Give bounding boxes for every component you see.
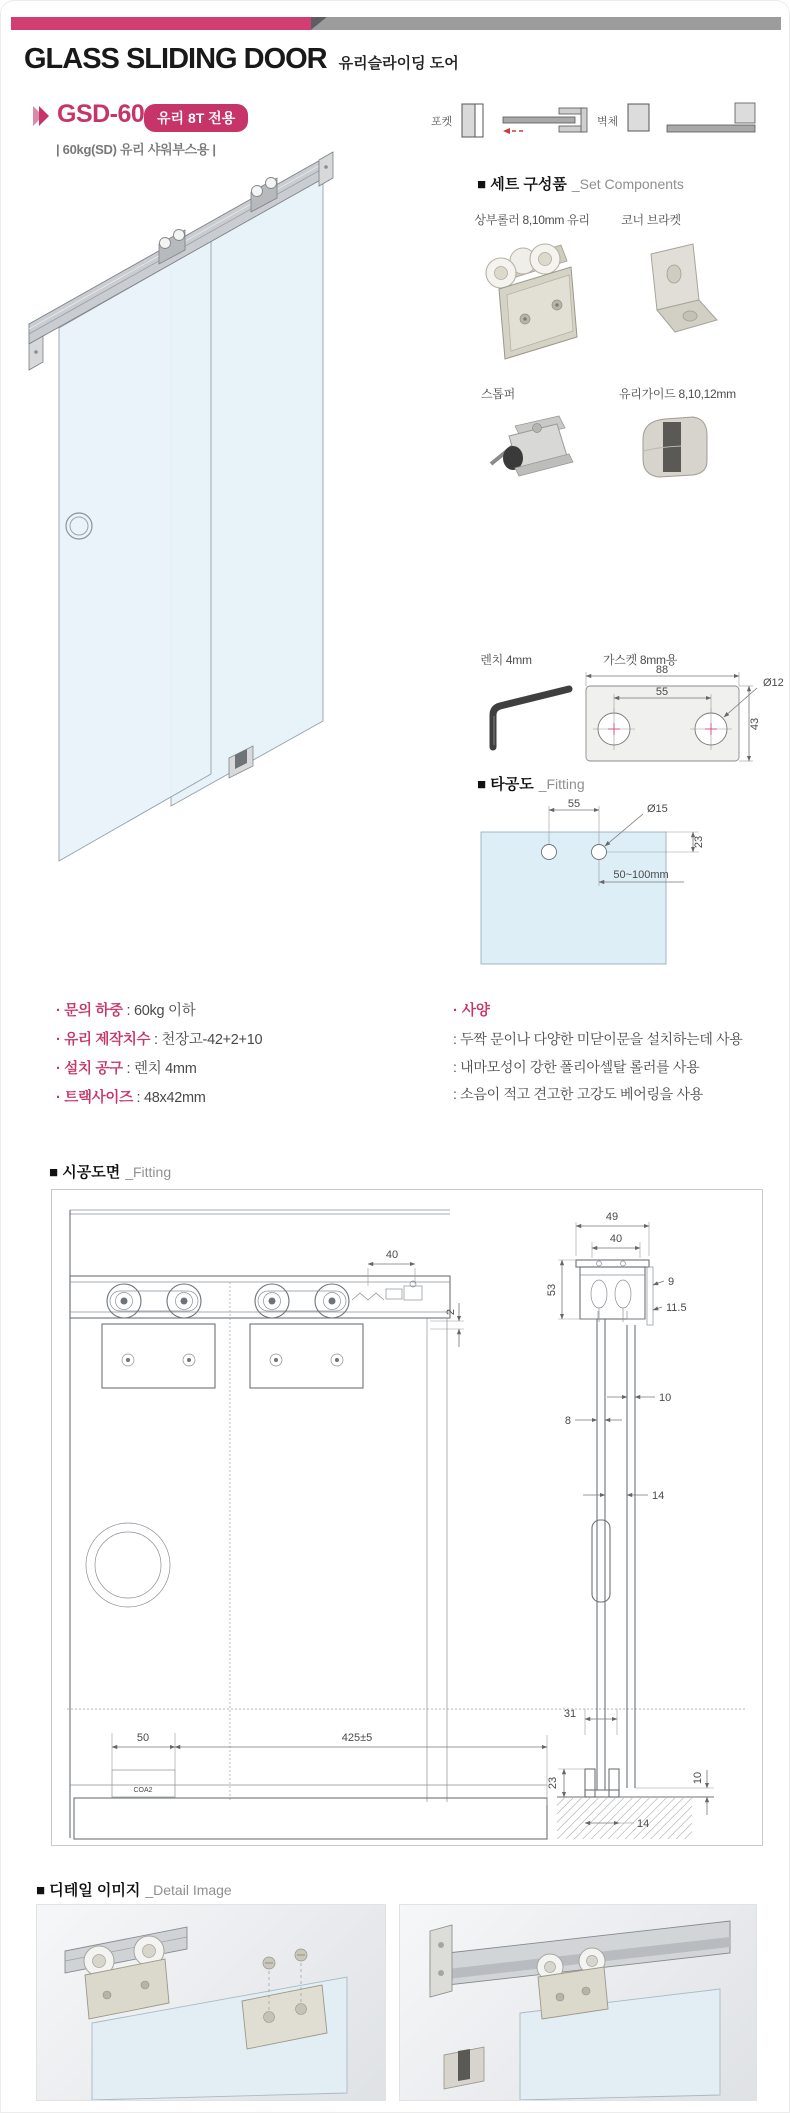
detail-image-heading-en: _Detail Image: [145, 1882, 232, 1898]
detail-render-roller-mount: [37, 1905, 385, 2100]
page-title: [24, 43, 459, 76]
spec-row: [56, 997, 262, 1026]
wall-section-icon: [627, 103, 651, 133]
gasket-dim-43: 43: [749, 717, 761, 731]
section-dim-9: 9: [668, 1276, 675, 1288]
detail-image-heading-ko: ■ 디테일 이미지: [36, 1882, 141, 1899]
stopper-label: 스톱퍼: [481, 387, 515, 401]
installation-drawing-heading-ko: ■ 시공도면: [49, 1164, 121, 1181]
floor-guide-render: [444, 2047, 484, 2089]
gasket-dim-dia: Ø12: [763, 677, 784, 689]
wall-plate-right: [319, 152, 333, 186]
section-view: [546, 1211, 714, 1839]
installation-drawing-heading: [49, 1161, 171, 1182]
section-dim-10: 10: [659, 1392, 672, 1404]
screw-dot: [34, 350, 38, 354]
front-rollers: [107, 1284, 349, 1318]
fitting-dim-55: 55: [567, 798, 581, 810]
front-stopper: [352, 1281, 422, 1300]
wall-bracket: [430, 1925, 452, 1997]
spec-value: : 렌치 4mm: [122, 1061, 197, 1077]
section-dim-10b: 10: [692, 1771, 704, 1785]
guide-label: 유리가이드 8,10,12mm: [619, 387, 736, 401]
part-label: COA2: [133, 1787, 153, 1794]
model-subtitle: | 60kg(SD) 유리 샤워부스용 |: [56, 142, 216, 157]
product-illustration: [21, 146, 351, 891]
gasket-label: 가스켓 8mm용: [603, 653, 677, 667]
fitting-drawing: [421, 794, 790, 984]
pocket-plan-icon: [501, 104, 591, 138]
glass-guide-photo: [629, 409, 717, 487]
guide-profile: [585, 1769, 619, 1797]
pocket-section-icon: [461, 103, 487, 139]
screw-dot: [324, 165, 328, 169]
model-name: GSD-60: [57, 100, 145, 128]
fitting-heading-en: _Fitting: [538, 776, 585, 792]
installation-drawing-heading-en: _Fitting: [125, 1164, 172, 1180]
model-badge: 유리 8T 전용: [144, 104, 248, 132]
features-label: · 사양: [453, 1003, 490, 1019]
spec-row: [56, 1026, 262, 1055]
section-dim-14: 14: [652, 1490, 665, 1502]
spec-value: : 48x42mm: [132, 1090, 206, 1106]
top-bar-notch: [311, 17, 327, 30]
front-dim-425: 425±5: [341, 1732, 373, 1744]
page-title-en: GLASS SLIDING DOOR: [24, 43, 327, 75]
fitting-dim-dia: Ø15: [647, 803, 668, 815]
spec-list: [56, 997, 262, 1113]
stopper-photo: [479, 406, 579, 498]
set-components-heading-ko: ■ 세트 구성품: [477, 176, 567, 193]
section-dim-49: 49: [605, 1211, 619, 1223]
gasket-drawing: [561, 664, 789, 776]
spec-row: [56, 1055, 262, 1084]
detail-image-right: [399, 1904, 757, 2101]
set-components-heading-en: _Set Components: [571, 176, 684, 192]
front-dim-50: 50: [136, 1732, 150, 1744]
feature-list: [453, 997, 743, 1109]
front-dim-2: 2: [445, 1308, 457, 1316]
section-dim-31: 31: [563, 1708, 577, 1720]
feature-line: : 내마모성이 강한 폴리아셀탈 롤러를 사용: [453, 1058, 700, 1075]
detail-render-track-assembly: [400, 1905, 756, 2100]
feature-line: : 소음이 적고 견고한 고강도 베어링을 사용: [453, 1086, 703, 1102]
installation-drawing: [52, 1190, 762, 1845]
section-dim-115: 11.5: [666, 1302, 687, 1314]
front-dim-40: 40: [385, 1249, 399, 1261]
fitting-dim-edge: 50~100mm: [613, 869, 669, 881]
section-dim-53: 53: [546, 1283, 558, 1297]
bracket-label: 코너 브라켓: [621, 213, 681, 227]
chevron-icon: [31, 105, 53, 127]
spec-label: · 트랙사이즈: [56, 1090, 133, 1106]
top-bar-gray: [311, 17, 781, 30]
track-stub: [65, 1927, 187, 1973]
fitting-heading: [477, 773, 585, 794]
wrench-label: 렌치 4mm: [480, 653, 532, 667]
spec-row: [56, 1084, 262, 1113]
wall-label: 벽체: [597, 116, 619, 128]
spec-value: : 60kg 이하: [122, 1003, 196, 1019]
detail-image-heading: [36, 1879, 232, 1900]
detail-image-left: [36, 1904, 386, 2101]
gasket-dim-55: 55: [655, 686, 669, 698]
fitting-heading-ko: ■ 타공도: [477, 776, 534, 793]
feature-line: : 두짝 문이나 다양한 미닫이문을 설치하는데 사용: [453, 1031, 743, 1047]
installation-drawing-box: [51, 1189, 763, 1846]
wall-plan-icon: [665, 101, 757, 139]
top-bar-pink: [11, 17, 311, 30]
section-dim-23: 23: [547, 1776, 559, 1790]
roller-photo: [473, 231, 595, 371]
pocket-label: 포켓: [431, 116, 453, 128]
page-title-ko: 유리슬라이딩 도어: [338, 55, 459, 72]
spec-value: : 천장고-42+2+10: [150, 1032, 263, 1048]
bracket-photo: [629, 236, 724, 356]
section-dim-40: 40: [609, 1233, 623, 1245]
track-profile: [576, 1260, 653, 1325]
roller-label: 상부롤러 8,10mm 유리: [474, 213, 590, 227]
set-components-heading: [477, 173, 684, 194]
spec-label: · 유리 제작치수: [56, 1032, 151, 1048]
gasket-dim-88: 88: [655, 664, 669, 676]
section-dim-8: 8: [564, 1415, 571, 1427]
handle-profile: [592, 1520, 610, 1602]
section-dim-14b: 14: [637, 1818, 650, 1830]
front-glass-panel: [59, 241, 211, 861]
fitting-dim-23: 23: [693, 835, 705, 849]
spec-label: · 문의 하중: [56, 1003, 123, 1019]
spec-label: · 설치 공구: [56, 1061, 123, 1077]
